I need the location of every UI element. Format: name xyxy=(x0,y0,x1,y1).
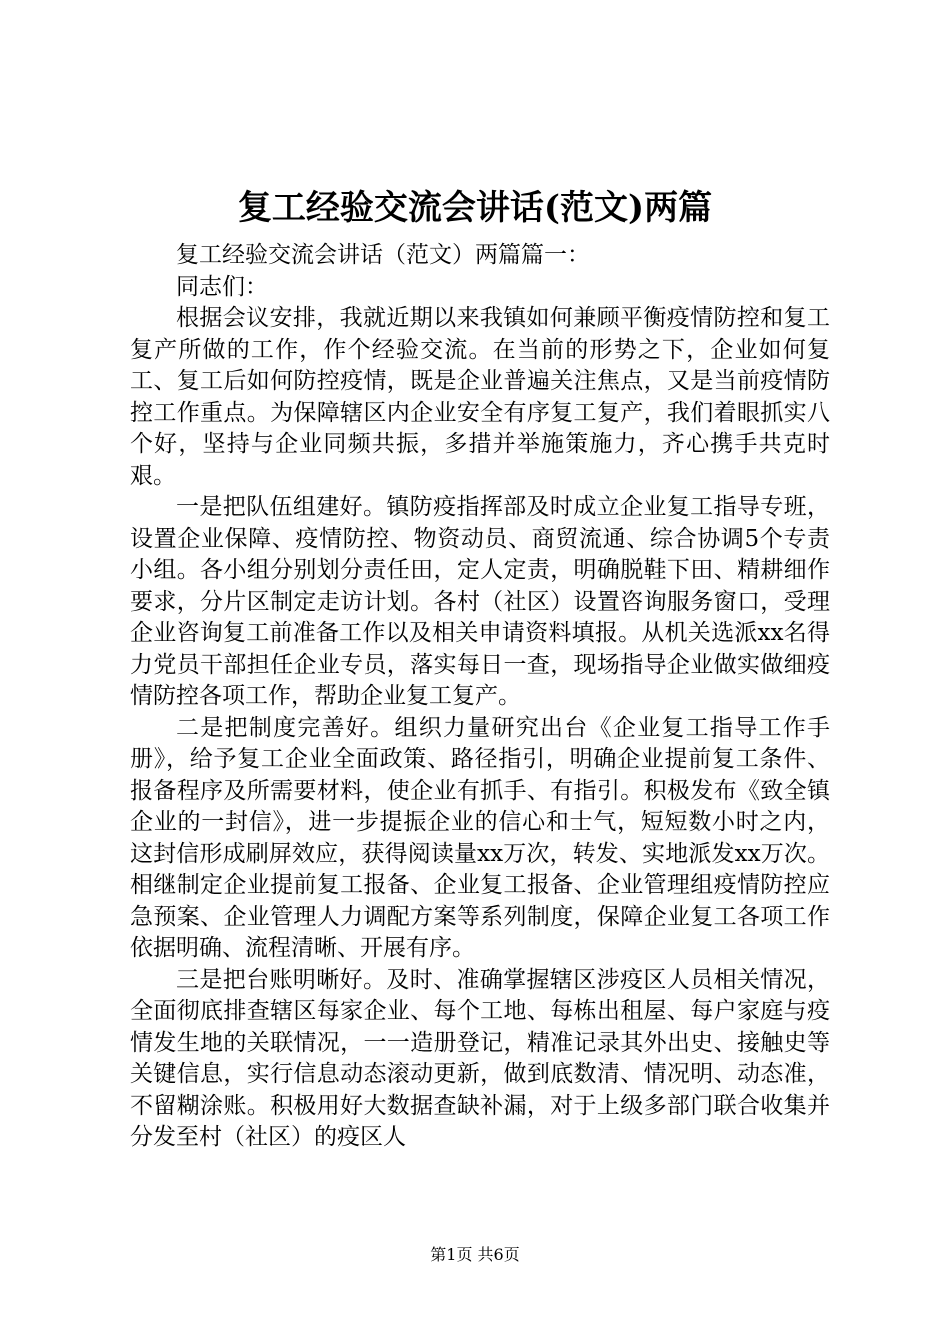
page-footer: 第1页 共6页 xyxy=(430,1245,520,1264)
paragraph-salutation: 同志们： xyxy=(176,273,268,300)
paragraph-point-2: 二是把制度完善好。组织力量研究出台《企业复工指导工作手册》，给予复工企业全面政策、路径指引，明确企业提前复工条件、报备程序及所需要材料，使企业有抓手、有指引。积极发布《致全镇企业的一封信》，进一步提振企业的信心和士气，短短数小时之内，这封信形成刷屏效应，获得阅读量xx万次，转发、实地派发xx万次。相继制定企业提前复工报备、企业复工报备、企业管理组疫情防控应急预案、企业管理人力调配方案等系列制度，保障企业复工各项工作依据明确、流程清晰、开展有序。 xyxy=(130,714,830,961)
paragraph-heading: 复工经验交流会讲话（范文）两篇篇一： xyxy=(176,242,590,268)
document-title: 复工经验交流会讲话(范文)两篇 xyxy=(237,188,713,228)
paragraph-point-3: 三是把台账明晰好。及时、准确掌握辖区涉疫区人员相关情况，全面彻底排查辖区每家企业、每个工地、每栋出租屋、每户家庭与疫情发生地的关联情况，一一造册登记，精准记录其外出史、接触史等关键信息，实行信息动态滚动更新，做到底数清、情况明、动态准，不留糊涂账。积极用好大数据查缺补漏，对于上级多部门联合收集并分发至村（社区）的疫区人 xyxy=(130,966,830,1150)
document-body xyxy=(130,240,830,1154)
paragraph-intro: 根据会议安排，我就近期以来我镇如何兼顾平衡疫情防控和复工复产所做的工作，作个经验交流。在当前的形势之下，企业如何复工、复工后如何防控疫情，既是企业普遍关注焦点，又是当前疫情防控工作重点。为保障辖区内企业安全有序复工复产，我们着眼抓实八个好，坚持与企业同频共振，多措并举施策施力，齐心携手共克时艰。 xyxy=(130,305,830,489)
paragraph-point-1: 一是把队伍组建好。镇防疫指挥部及时成立企业复工指导专班，设置企业保障、疫情防控、物资动员、商贸流通、综合协调5个专责小组。各小组分别划分责任田，定人定责，明确脱鞋下田、精耕细作要求，分片区制定走访计划。各村（社区）设置咨询服务窗口，受理企业咨询复工前准备工作以及相关申请资料填报。从机关选派xx名得力党员干部担任企业专员，落实每日一查，现场指导企业做实做细疫情防控各项工作，帮助企业复工复产。 xyxy=(130,494,830,709)
